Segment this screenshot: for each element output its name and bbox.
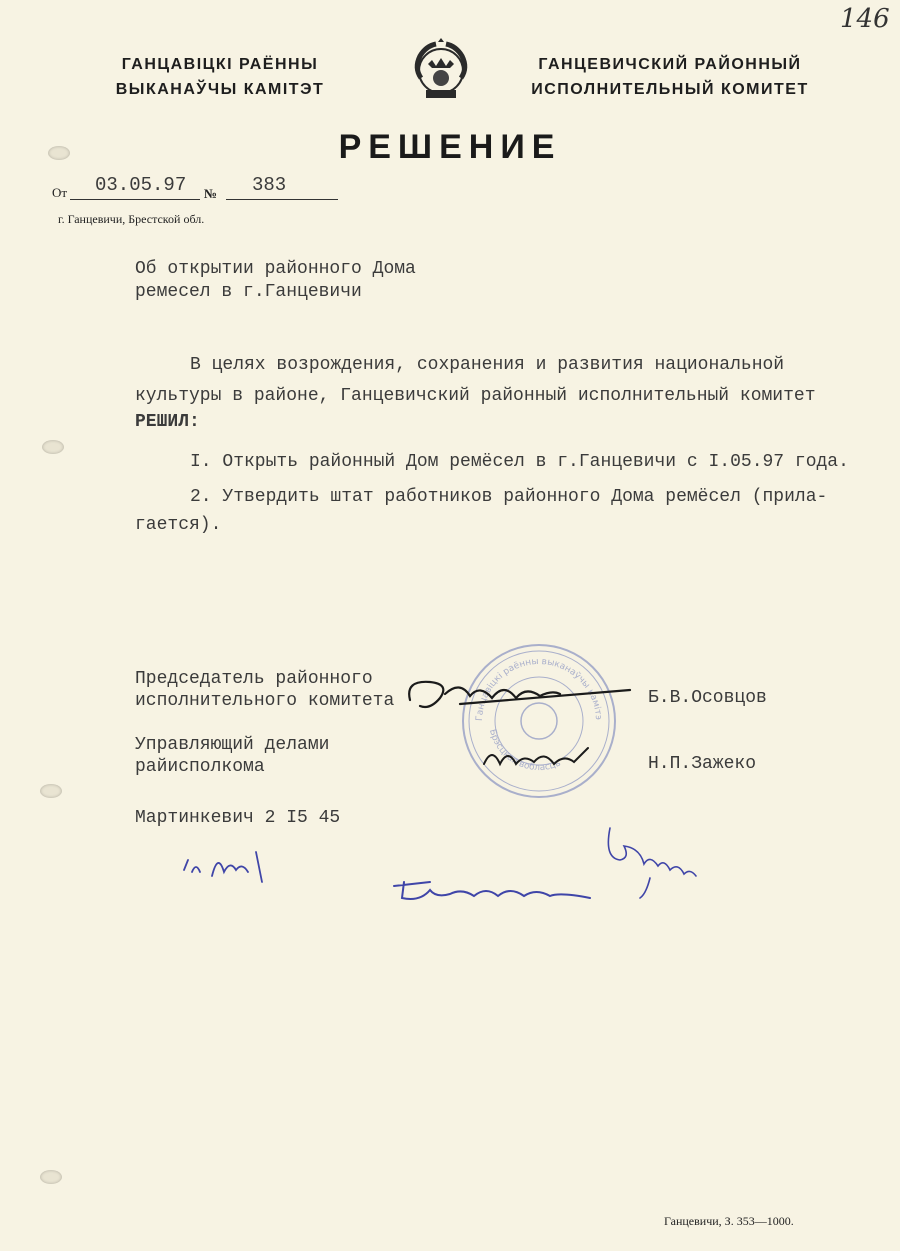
date-prefix: От	[52, 185, 68, 200]
handwritten-visa-1	[178, 842, 278, 897]
executor-contact: Мартинкевич 2 I5 45	[135, 808, 341, 828]
body-para-line2: культуры в районе, Ганцевичский районный исполнительный комитет	[135, 386, 816, 406]
header-left	[100, 52, 340, 102]
manager-title-line2: райисполкома	[135, 757, 265, 777]
print-footer: Ганцевичи, З. 353—1000.	[664, 1214, 794, 1228]
decision-item-2-line2: гается).	[135, 515, 222, 535]
chair-title	[135, 668, 394, 712]
manager-name: Н.П.Зажеко	[648, 754, 757, 774]
decision-date: 03.05.97	[95, 174, 187, 196]
manager-title	[135, 734, 329, 778]
punch-hole	[40, 784, 62, 798]
manager-title-line1: Управляющий делами	[135, 735, 330, 755]
chair-title-line1: Председатель районного	[135, 669, 373, 689]
header-right	[520, 52, 820, 102]
signature-icon	[478, 740, 598, 780]
subject-line1: Об открытии районного Дома	[135, 259, 416, 279]
subject-line2: ремесел в г.Ганцевичи	[135, 282, 362, 302]
place-of-issue: г. Ганцевичи, Брестской обл.	[58, 212, 205, 226]
document-title: РЕШЕНИЕ	[338, 128, 562, 166]
punch-hole	[42, 440, 64, 454]
punch-hole	[40, 1170, 62, 1184]
body-para-line1: В целях возрождения, сохранения и развития национальной	[190, 355, 785, 375]
stamp-top-text: Ганцавіцкі раённы выканаўчы камітэ	[474, 656, 604, 722]
decision-item-2-line1: 2. Утвердить штат работников районного Дома ремёсел (прила-	[190, 487, 828, 507]
decision-item-1: I. Открыть районный Дом ремёсел в г.Ганцевичи с I.05.97 года.	[190, 452, 849, 472]
header-left-line2: ВЫКАНАЎЧЫ КАМІТЭТ	[115, 81, 325, 98]
handwritten-visa-3	[600, 818, 710, 913]
handwritten-visa-2	[390, 868, 600, 913]
chair-signature	[400, 670, 640, 725]
subject	[135, 258, 416, 304]
decision-number: 383	[252, 174, 287, 196]
chair-title-line2: исполнительного комитета	[135, 691, 395, 711]
coat-of-arms-emblem	[408, 38, 474, 104]
header-right-line1: ГАНЦЕВИЧСКИЙ РАЙОННЫЙ	[538, 56, 802, 73]
manager-signature	[478, 740, 598, 785]
archive-number: 146	[840, 4, 890, 34]
header-right-line2: ИСПОЛНИТЕЛЬНЫЙ КОМИТЕТ	[531, 81, 809, 98]
number-underline	[226, 199, 338, 200]
punch-hole	[48, 146, 70, 160]
emblem-icon	[408, 38, 474, 104]
signature-icon	[400, 670, 640, 720]
number-prefix: №	[204, 186, 218, 201]
handwriting-icon	[178, 842, 278, 892]
stamp-bottom-text: Брэсцкая вобласць	[486, 728, 563, 774]
chair-name: Б.В.Осовцов	[648, 688, 767, 708]
header-left-line1: ГАНЦАВІЦКІ РАЁННЫ	[121, 56, 319, 73]
date-underline	[70, 199, 200, 200]
handwriting-icon	[600, 818, 710, 908]
decided-word: РЕШИЛ:	[135, 412, 200, 432]
handwriting-icon	[390, 868, 600, 908]
